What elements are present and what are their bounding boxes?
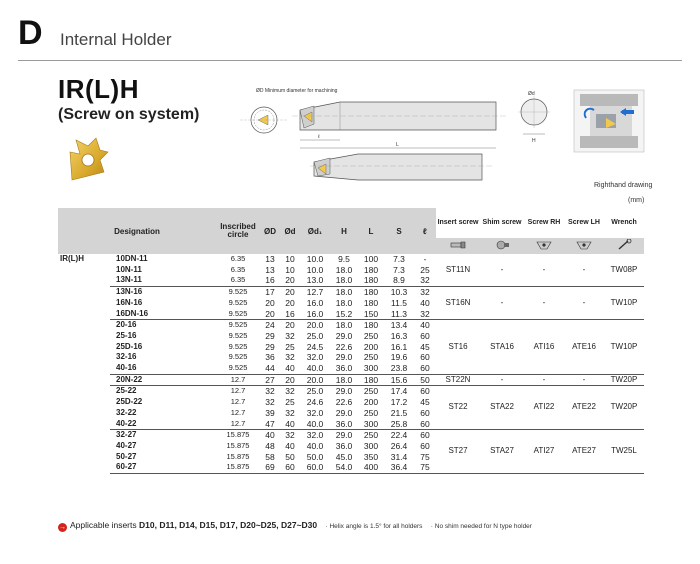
accessory-wrench: TW20P [604,374,644,386]
header-shim-screw: Shim screw [480,208,524,238]
designation-cell: 32-16 [116,352,137,362]
cell-d1: 24.6 [306,397,324,408]
cell-ic: 9.525 [228,330,248,340]
cell-D: 16 [260,275,280,286]
cell-S: 17.4 [390,386,408,397]
cell-l: 45 [420,397,430,408]
header-D: ØD [260,208,280,254]
cell-L: 100 [363,254,379,264]
cell-ic: 12.7 [230,407,246,417]
cell-H: 18.0 [335,320,353,331]
cell-H: 29.0 [335,430,353,441]
designation-cell: 10DN-11 [116,254,148,263]
designation-cell: 16N-16 [116,297,143,307]
header-H: H [330,208,358,254]
cell-H: 29.0 [335,386,353,397]
cell-ic: 9.525 [228,320,248,330]
header-inscribed-circle: Inscribed circle [216,208,260,254]
cell-d: 20 [285,297,295,308]
table-row [58,254,644,265]
cell-d1: 25.0 [306,386,324,397]
shim-note: · No shim needed for N type holder [430,523,532,530]
designation-cell: 13N-16 [116,287,143,297]
cell-L: 180 [363,297,379,308]
cell-L: 180 [363,264,379,275]
cell-L: 180 [363,320,379,331]
dim-l-label: ℓ [318,134,320,140]
cell-L: 300 [358,419,384,430]
designation-cell: 25D-16 [116,341,143,351]
tool-in-use-illustration [572,88,646,154]
header-insert-screw: Insert screw [436,208,480,238]
cell-d1: 16.0 [306,297,324,308]
cell-S: 19.6 [390,352,408,363]
model-subtitle: (Screw on system) [58,106,200,123]
cell-L: 180 [363,287,379,298]
cell-d: 10 [285,264,295,275]
accessory-screw-rh: ATI27 [524,430,564,474]
cell-L: 180 [358,275,384,286]
cell-D: 47 [260,419,280,430]
cell-D: 27 [260,374,280,386]
accessory-insert-screw: ST11N [436,254,480,287]
cell-L: 200 [363,341,379,352]
cell-d: 20 [285,287,295,298]
cell-l: 32 [420,287,430,298]
cell-d1: 60.0 [300,462,330,473]
cell-d: 50 [285,451,295,462]
accessory-shim-screw: STA27 [480,430,524,474]
accessory-insert-screw: ST16 [436,320,480,375]
cell-H: 54.0 [330,462,358,473]
cell-d: 32 [285,430,295,441]
cell-d: 32 [285,386,295,397]
cell-L: 180 [358,374,384,386]
cell-H: 18.0 [330,374,358,386]
cell-H: 29.0 [335,330,353,341]
cell-d1: 32.0 [306,352,324,363]
cell-d1: 50.0 [306,451,324,462]
cell-ic: 6.35 [230,254,246,263]
righthand-drawing-label: Righthand drawing [594,182,653,189]
unit-label: (mm) [628,197,645,204]
cell-d: 25 [285,397,295,408]
cell-d: 32 [285,330,295,341]
accessory-insert-screw: ST27 [436,430,480,474]
applicable-inserts-label: Applicable inserts [70,520,137,530]
cell-S: 7.3 [393,264,405,275]
cell-D: 69 [260,462,280,473]
cell-D: 58 [265,451,275,462]
cell-L: 250 [363,386,379,397]
cell-S: 25.8 [384,419,414,430]
cell-l: 60 [420,440,430,451]
cell-d: 25 [285,341,295,352]
cell-d1: 16.0 [300,309,330,320]
cell-l: 60 [420,407,430,418]
accessory-wrench: TW08P [604,254,644,287]
cell-H: 29.0 [335,352,353,363]
table-row [58,430,644,441]
footer [58,520,532,532]
cell-ic: 9.525 [216,309,260,320]
cell-D: 44 [260,363,280,374]
cell-H: 29.0 [335,407,353,418]
accessory-screw-rh: ATI22 [524,386,564,430]
designation-cell: 25-22 [116,386,137,396]
cell-d: 20 [280,275,300,286]
cell-L: 300 [363,440,379,451]
cell-D: 13 [265,254,275,264]
cell-ic: 9.525 [228,341,248,351]
accessory-screw-lh: ATE27 [564,430,604,474]
designation-cell: 25-16 [116,330,137,340]
cell-d: 20 [280,374,300,386]
accessory-shim-screw: STA22 [480,386,524,430]
dim-L-label: L [396,142,399,148]
cell-ic: 9.525 [228,287,248,297]
cell-l: 75 [414,462,436,473]
cell-H: 18.0 [335,297,353,308]
accessory-screw-lh: - [564,287,604,320]
accessory-screw-rh: - [524,374,564,386]
cell-ic: 6.35 [216,275,260,286]
cell-H: 22.6 [335,341,353,352]
cell-D: 17 [265,287,275,298]
cell-S: 23.8 [384,363,414,374]
minimum-diameter-note: ØD Minimum diameter for machining [256,88,338,94]
accessory-screw-lh: ATE16 [564,320,604,375]
cell-ic: 9.525 [228,352,248,362]
cell-H: 18.0 [335,264,353,275]
cell-d: 16 [280,309,300,320]
designation-cell: 40-22 [110,419,216,430]
accessory-wrench: TW25L [604,430,644,474]
cell-S: 7.3 [393,254,405,264]
cell-l: - [423,254,427,264]
accessory-screw-rh: - [524,254,564,287]
designation-cell: 32-22 [116,407,137,417]
designation-cell: 60-27 [110,462,216,473]
designation-cell: 10N-11 [116,264,142,274]
cell-d: 20 [285,320,295,331]
cell-H: 45.0 [335,451,353,462]
cell-d: 32 [285,352,295,363]
designation-cell: 20-16 [116,320,137,330]
section-letter: D [18,14,43,52]
cell-l: 40 [420,297,430,308]
threading-insert-icon [66,136,110,188]
accessory-screw-lh: ATE22 [564,386,604,430]
cell-L: 250 [363,407,379,418]
cell-H: 36.0 [330,363,358,374]
cell-d: 40 [280,363,300,374]
header-S: S [384,208,414,254]
cell-ic: 15.875 [226,440,250,450]
cell-ic: 6.35 [230,264,246,274]
cell-ic: 9.525 [228,297,248,307]
cell-S: 16.1 [390,341,408,352]
table-row [58,374,644,386]
cell-d1: 20.0 [306,320,324,331]
table-row [58,287,644,298]
cell-L: 400 [358,462,384,473]
cell-l: 60 [420,330,430,341]
cell-D: 36 [265,352,275,363]
designation-cell: 50-27 [116,451,137,461]
cell-D: 20 [265,297,275,308]
cell-H: 18.0 [330,275,358,286]
accessory-insert-screw: ST16N [436,287,480,320]
arrow-right-icon: → [59,524,66,531]
cell-d: 40 [285,440,295,451]
holder-technical-drawing [238,84,554,194]
cell-ic: 15.875 [216,462,260,473]
cell-D: 48 [265,440,275,451]
accessory-insert-screw: ST22N [436,374,480,386]
designation-cell: 40-16 [110,363,216,374]
specification-table [58,208,644,474]
cell-d1: 10.0 [306,254,324,264]
header-d1: Ød₁ [300,208,330,254]
cell-D: 29 [265,330,275,341]
cell-S: 26.4 [390,440,408,451]
cell-d1: 40.0 [300,363,330,374]
header-screw-lh: Screw LH [564,208,604,238]
designation-cell: 32-27 [116,430,137,440]
cell-l: 25 [420,264,430,275]
cell-D: 29 [265,341,275,352]
cell-H: 22.6 [335,397,353,408]
dim-H-label: H [532,138,536,144]
accessory-insert-screw: ST22 [436,386,480,430]
header-d: Ød [280,208,300,254]
designation-cell: 25D-22 [116,397,143,407]
specification-table-body [58,254,644,474]
cell-L: 250 [363,352,379,363]
designation-cell: 40-27 [116,440,137,450]
cell-l: 75 [420,451,430,462]
table-row [58,320,644,331]
cell-S: 22.4 [390,430,408,441]
accessory-shim-screw: - [480,374,524,386]
cell-ic: 15.875 [226,430,250,440]
cell-H: 36.0 [335,440,353,451]
accessory-screw-lh: - [564,374,604,386]
cell-S: 15.6 [384,374,414,386]
wrench-icon [604,238,644,254]
cell-H: 36.0 [330,419,358,430]
cell-l: 60 [420,352,430,363]
accessory-shim-screw: - [480,287,524,320]
cell-d1: 24.5 [306,341,324,352]
cell-d1: 32.0 [306,407,324,418]
cell-L: 150 [358,309,384,320]
section-title: Internal Holder [60,30,172,49]
cell-d1: 13.0 [300,275,330,286]
cell-l: 45 [420,341,430,352]
cell-D: 32 [265,386,275,397]
cell-ic: 9.525 [216,363,260,374]
cell-D: 24 [265,320,275,331]
accessory-shim-screw: STA16 [480,320,524,375]
cell-l: 60 [414,419,436,430]
model-name: IR(L)H [58,74,139,104]
cell-L: 350 [363,451,379,462]
designation-cell: 20N-22 [110,374,216,386]
cell-D: 40 [265,430,275,441]
accessory-screw-rh: - [524,287,564,320]
cell-S: 21.5 [390,407,408,418]
cell-ic: 12.7 [216,374,260,386]
cell-S: 17.2 [390,397,408,408]
cell-ic: 15.875 [226,451,250,461]
cell-d1: 32.0 [306,430,324,441]
cell-d: 32 [285,407,295,418]
cell-ic: 12.7 [230,386,246,396]
cell-S: 11.3 [384,309,414,320]
cell-S: 13.4 [390,320,408,331]
cell-l: 60 [420,386,430,397]
screw-rh-icon [524,238,564,254]
applicable-inserts-list: D10, D11, D14, D15, D17, D20~D25, D27~D30 [139,520,318,530]
table-row [58,386,644,397]
accessory-shim-screw: - [480,254,524,287]
header-l: ℓ [414,208,436,254]
cell-l: 40 [420,320,430,331]
cell-S: 16.3 [390,330,408,341]
accessory-wrench: TW10P [604,320,644,375]
dim-phi-d-label: Ød [528,91,535,97]
cell-d1: 12.7 [306,287,324,298]
cell-S: 10.3 [390,287,408,298]
cell-D: 20 [260,309,280,320]
cell-S: 31.4 [390,451,408,462]
insert-screw-icon [436,238,480,254]
cell-H: 9.5 [338,254,350,264]
cell-d1: 40.0 [306,440,324,451]
designation-cell: 13N-11 [110,275,216,286]
header-rule [18,60,682,61]
cell-l: 32 [414,309,436,320]
cell-l: 50 [414,374,436,386]
cell-d: 40 [280,419,300,430]
cell-d: 10 [285,254,295,264]
cell-d: 60 [280,462,300,473]
cell-l: 60 [414,363,436,374]
accessory-screw-lh: - [564,254,604,287]
cell-ic: 12.7 [230,397,246,407]
accessory-screw-rh: ATI16 [524,320,564,375]
accessory-wrench: TW10P [604,287,644,320]
cell-d1: 10.0 [306,264,324,275]
cell-d1: 20.0 [300,374,330,386]
designation-cell: 16DN-16 [110,309,216,320]
cell-d1: 25.0 [306,330,324,341]
cell-l: 60 [420,430,430,441]
screw-lh-icon [564,238,604,254]
cell-L: 300 [358,363,384,374]
cell-L: 200 [363,397,379,408]
cell-S: 8.9 [384,275,414,286]
cell-ic: 12.7 [216,419,260,430]
cell-H: 18.0 [335,287,353,298]
accessory-wrench: TW20P [604,386,644,430]
cell-H: 15.2 [330,309,358,320]
cell-D: 39 [265,407,275,418]
header-screw-rh: Screw RH [524,208,564,238]
cell-S: 36.4 [384,462,414,473]
header-designation: Designation [58,208,216,254]
shim-screw-icon [480,238,524,254]
cell-d1: 40.0 [300,419,330,430]
header-L: L [358,208,384,254]
helix-angle-note: · Helix angle is 1.5° for all holders [325,523,423,530]
cell-S: 11.5 [391,297,407,308]
cell-D: 32 [265,397,275,408]
series-label: IR(L)H [60,254,84,263]
cell-D: 13 [265,264,275,275]
cell-L: 250 [363,330,379,341]
cell-l: 32 [414,275,436,286]
header-wrench: Wrench [604,208,644,238]
cell-L: 250 [363,430,379,441]
